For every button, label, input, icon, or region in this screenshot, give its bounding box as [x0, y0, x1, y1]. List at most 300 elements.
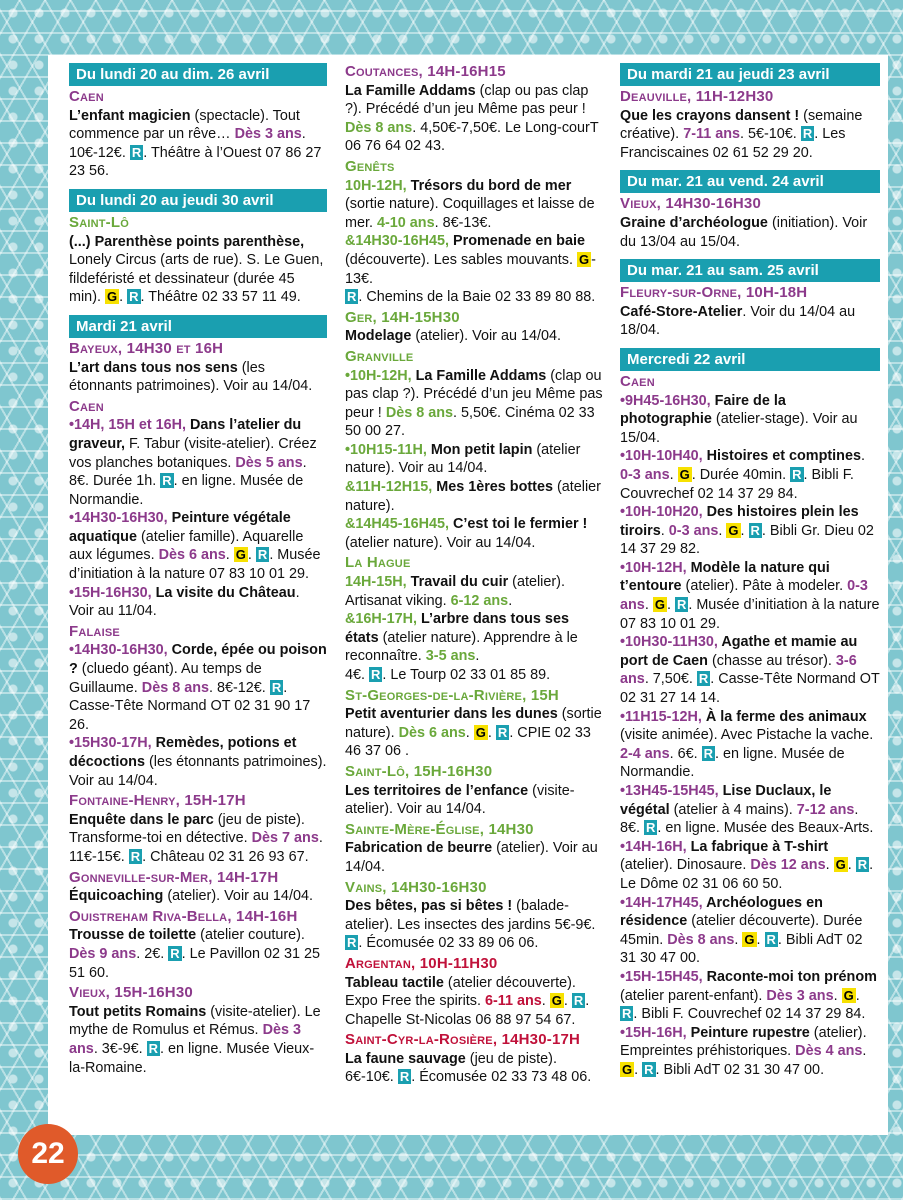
- free-icon: G: [835, 857, 846, 873]
- event-text: . Le Dôme 02 31 06 60 50.: [620, 857, 874, 892]
- event-text: . Écomusée 02 33 89 06 06.: [358, 935, 539, 952]
- date-band: Du mar. 21 au vend. 24 avril: [620, 170, 880, 193]
- event-text: . Casse-Tête Normand OT 02 31 27 14 14.: [620, 671, 880, 707]
- event-text: F. Tabur (visite-atelier). Créez vos planches botaniques.: [69, 435, 317, 471]
- event-title: Les territoires de l’enfance: [345, 782, 529, 799]
- event-title: Des histoires plein les tiroirs: [620, 504, 859, 539]
- event-entry: [620, 503, 880, 559]
- event-entry: [69, 734, 327, 790]
- event-text: (atelier parent-enfant).: [620, 987, 767, 1004]
- location: Genêts: [345, 157, 395, 175]
- event-time: 10H-12H,: [345, 177, 411, 194]
- reservation-icon: R: [271, 679, 282, 695]
- event-text: (atelier nature). Apprendre à le reconnaître.: [345, 629, 578, 665]
- event-entry: [620, 633, 880, 707]
- location: Granville: [345, 347, 414, 365]
- event-text: . Voir du 14/04 au 18/04.: [620, 303, 856, 339]
- event-text: . Le Tourp 02 33 01 85 89.: [382, 667, 551, 683]
- reservation-icon: R: [622, 1006, 632, 1022]
- event-entry: [345, 82, 603, 156]
- event-time: &16H-17H,: [345, 611, 421, 628]
- event-text: (cluedo géant). Au temps de Guillaume.: [69, 661, 262, 696]
- event-text: (atelier à 4 mains).: [669, 801, 797, 818]
- reservation-icon: R: [750, 522, 760, 538]
- reservation-icon: R: [573, 993, 584, 1009]
- age-range: Dès 3 ans: [234, 126, 302, 143]
- event-text: . Bibli AdT 02 31 30 47 00.: [620, 931, 863, 967]
- event-title: Agathe et mamie au port de Caen: [620, 634, 858, 669]
- event-title: Que les crayons dansent !: [620, 107, 800, 124]
- event-text: . 8€-12€.: [209, 679, 270, 696]
- event-title: Équicoaching: [69, 888, 164, 905]
- event-text: (atelier). Voir au 14/04.: [163, 888, 313, 905]
- event-text: . en ligne. Musée de Normandie.: [69, 473, 304, 508]
- reservation-icon: R: [129, 289, 139, 305]
- free-icon: G: [654, 597, 665, 613]
- age-range: 7-12 ans: [796, 801, 855, 818]
- event-text: Lonely Circus (arts de rue). S. Le Guen, fildeféristé et dessinateur (durée 45 min).: [69, 252, 324, 306]
- event-text: . Les Franciscaines 02 61 52 29 20.: [620, 126, 846, 161]
- event-time: •14H30-16H30,: [69, 510, 172, 527]
- event-text: . 5,50€. Cinéma 02 33 50 00 27.: [345, 404, 595, 440]
- event-title: La faune sauvage: [345, 1050, 466, 1067]
- reservation-icon: R: [703, 745, 713, 761]
- event-entry: [69, 641, 327, 734]
- event-title: Des bêtes, pas si bêtes !: [345, 898, 513, 915]
- event-text: (sortie nature). Coquillages et laisse de mer.: [345, 196, 595, 231]
- event-entry: [620, 838, 880, 894]
- age-range: Dès 6 ans: [398, 724, 466, 741]
- event-entry: [345, 177, 603, 233]
- event-text: . 5€-10€.: [740, 126, 801, 143]
- event-text: (jeu de piste). Transforme-toi en détective.: [69, 811, 305, 847]
- event-text: (atelier couture).: [196, 927, 305, 944]
- event-text: (atelier famille). Aquarelle aux légumes.: [69, 528, 304, 564]
- free-icon: G: [843, 987, 854, 1003]
- event-text: (balade-atelier). Les insectes des jardins 5€-9€.: [345, 898, 596, 933]
- event-text: (sortie nature).: [345, 706, 602, 741]
- event-time: •10H15-11H,: [345, 441, 431, 458]
- event-title: Promenade en baie: [453, 233, 585, 250]
- event-title: Modelage: [345, 328, 412, 345]
- reservation-icon: R: [371, 667, 381, 682]
- reservation-icon: R: [130, 848, 141, 864]
- reservation-icon: R: [802, 126, 813, 142]
- age-range: Dès 12 ans: [750, 857, 826, 874]
- event-text: . 8€. Durée 1h.: [69, 454, 307, 490]
- location: Deauville, 11H-12H30: [620, 88, 774, 105]
- event-text: . 8€-13€.: [434, 214, 492, 231]
- reservation-icon: R: [857, 857, 868, 873]
- event-text: (atelier). Artisanat viking.: [345, 574, 565, 609]
- event-entry: [620, 392, 880, 448]
- event-entry: [69, 509, 327, 583]
- event-entry: [69, 584, 327, 621]
- event-title: Corde, épée ou poison ?: [69, 642, 327, 678]
- event-entry: [620, 107, 880, 163]
- free-icon: G: [679, 466, 690, 482]
- event-title: Peinture végétale aquatique: [69, 510, 291, 545]
- reservation-icon: R: [646, 820, 656, 836]
- event-text: (atelier). Dinosaure.: [620, 857, 751, 874]
- event-text: (atelier découverte). Durée 45min.: [620, 913, 863, 948]
- event-text: .: [718, 522, 727, 539]
- event-title: Archéologues en résidence: [620, 894, 823, 930]
- event-text: . 3€-9€.: [93, 1040, 147, 1057]
- event-text: (semaine créative).: [620, 107, 863, 143]
- free-icon: G: [235, 547, 246, 563]
- event-text: (atelier nature). Voir au 14/04.: [345, 441, 581, 477]
- event-title: Mes 1ères bottes: [436, 479, 553, 496]
- event-text: .: [247, 547, 256, 564]
- age-range: 0-3 ans: [668, 522, 719, 539]
- event-entry: [345, 232, 603, 288]
- event-time: •10H-12H,: [345, 367, 416, 384]
- age-range: Dès 8 ans: [667, 931, 735, 948]
- location: Caen: [69, 397, 104, 415]
- event-text: (atelier nature). Voir au 14/04.: [345, 534, 536, 551]
- age-range: Dès 9 ans: [69, 945, 137, 962]
- event-text: . 8€.: [620, 801, 859, 837]
- age-range: Dès 6 ans: [158, 547, 226, 564]
- event-text: (chasse au trésor).: [707, 652, 836, 669]
- event-entry: [69, 416, 327, 509]
- event-text: . Bibli F. Couvrechef 02 14 37 29 84.: [620, 466, 854, 502]
- event-time: •15H-16H30,: [69, 584, 156, 601]
- age-range: Dès 3 ans: [766, 987, 834, 1004]
- age-range: Dès 8 ans: [385, 404, 454, 421]
- event-text: .: [847, 857, 856, 874]
- event-title: La fabrique à T-shirt: [690, 838, 829, 855]
- event-time: •10H30-11H30,: [620, 634, 722, 651]
- event-text: (visite-atelier). Le mythe de Romulus et Rémus.: [69, 1003, 321, 1039]
- free-icon: G: [551, 993, 562, 1009]
- event-text: .: [862, 1043, 867, 1060]
- event-text: -13€.: [345, 251, 596, 287]
- date-band: Du lundi 20 au dim. 26 avril: [69, 63, 327, 86]
- event-entry: [69, 233, 327, 307]
- location: St-Georges-de-la-Rivière, 15H: [345, 686, 559, 704]
- event-time: •15H-16H,: [620, 1024, 691, 1041]
- event-entry: [345, 367, 603, 441]
- event-title: Mon petit lapin: [430, 441, 533, 458]
- event-title: Petit aventurier dans les dunes: [345, 706, 558, 723]
- event-text: (atelier). Voir au 14/04.: [345, 840, 598, 875]
- event-title: C’est toi le fermier !: [453, 516, 588, 533]
- event-title: (...) Parenthèse points parenthèse,: [69, 233, 305, 250]
- event-entry: [69, 1003, 327, 1077]
- location: Vieux, 15H-16H30: [69, 984, 193, 1002]
- event-title: Fabrication de beurre: [345, 840, 493, 857]
- reservation-icon: R: [792, 466, 802, 482]
- event-entry: [345, 441, 603, 478]
- reservation-icon: R: [347, 935, 357, 951]
- location: Bayeux, 14H30 et 16H: [69, 339, 224, 357]
- reservation-icon: R: [698, 671, 709, 687]
- reservation-icon: R: [676, 597, 687, 613]
- date-band: Mercredi 22 avril: [620, 348, 880, 371]
- free-icon: G: [578, 251, 590, 267]
- event-time: •11H15-12H,: [620, 708, 706, 725]
- event-entry: [620, 214, 880, 251]
- event-title: Dans l’atelier du graveur,: [69, 417, 302, 452]
- reservation-icon: R: [347, 289, 357, 305]
- location: Caen: [69, 88, 104, 105]
- age-range: Dès 4 ans: [795, 1043, 863, 1060]
- event-text: .: [660, 522, 669, 539]
- location: Ger, 14H-15H30: [345, 308, 460, 326]
- date-band: Mardi 21 avril: [69, 315, 327, 338]
- event-text: .: [860, 448, 865, 465]
- event-entry: [345, 897, 603, 953]
- event-title: Remèdes, potions et décoctions: [69, 735, 297, 770]
- date-band: Du lundi 20 au jeudi 30 avril: [69, 189, 327, 212]
- event-text: .: [734, 931, 743, 948]
- event-title: Café-Store-Atelier: [620, 303, 743, 320]
- event-title: La visite du Château: [155, 584, 296, 601]
- event-text: .: [855, 987, 860, 1004]
- event-text: . Château 02 31 26 93 67.: [142, 848, 309, 865]
- event-title: Histoires et comptines: [706, 448, 861, 465]
- event-entry: [620, 1024, 880, 1080]
- free-icon: G: [728, 522, 739, 538]
- location: Coutances, 14H-16H15: [345, 63, 506, 80]
- event-text: (atelier nature).: [345, 479, 601, 514]
- age-range: 2-4 ans: [620, 745, 670, 762]
- event-text: (atelier découverte). Expo Free the spirits.: [345, 974, 576, 1010]
- free-icon: G: [622, 1061, 633, 1077]
- event-entry: [620, 968, 880, 1024]
- event-text: (atelier). Empreintes préhistoriques.: [620, 1024, 867, 1060]
- event-text: . Théâtre à l’Ouest 07 86 27 23 56.: [69, 144, 322, 180]
- reservation-icon: R: [644, 1061, 654, 1077]
- event-time: •13H45-15H45,: [620, 783, 723, 799]
- event-text: .: [666, 597, 675, 614]
- reservation-icon: R: [162, 473, 172, 489]
- event-text: . Bibli Gr. Dieu 02 14 37 29 82.: [620, 522, 874, 558]
- age-range: 6-12 ans: [450, 592, 509, 609]
- location: Saint-Lô: [69, 213, 129, 231]
- event-text: (atelier-stage). Voir au 15/04.: [620, 411, 858, 446]
- age-range: 0-3 ans: [620, 578, 868, 614]
- event-text: . Bibli AdT 02 31 30 47 00.: [655, 1061, 825, 1078]
- column-1: [69, 63, 327, 1077]
- event-text: .: [833, 987, 842, 1004]
- event-text: .: [541, 993, 550, 1010]
- age-range: Dès 7 ans: [251, 830, 319, 847]
- event-text: . en ligne. Musée des Beaux-Arts.: [657, 820, 874, 837]
- event-text: .: [634, 1061, 643, 1078]
- event-title: Enquête dans le parc: [69, 811, 214, 828]
- event-text: .: [475, 648, 480, 665]
- reservation-icon: R: [170, 945, 180, 961]
- event-entry: [345, 515, 603, 552]
- age-range: 6-11 ans: [484, 993, 542, 1010]
- reservation-icon: R: [257, 547, 268, 563]
- location: Argentan, 10H-11H30: [345, 954, 498, 972]
- event-title: L’art dans tous nos sens: [69, 359, 238, 376]
- age-range: Dès 3 ans: [69, 1022, 301, 1057]
- event-entry: [69, 811, 327, 867]
- location: Ouistreham Riva-Bella, 14H-16H: [69, 907, 298, 925]
- event-text: . Écomusée 02 33 73 48 06.: [411, 1069, 592, 1086]
- event-title: La Famille Addams: [345, 82, 476, 99]
- event-text: (les étonnants patrimoines). Voir au 14/04.: [69, 359, 313, 395]
- event-text: . 6€.: [669, 745, 702, 762]
- age-range: Dès 8 ans: [141, 679, 209, 696]
- date-band: Du mar. 21 au sam. 25 avril: [620, 259, 880, 282]
- event-text: . Bibli F. Couvrechef 02 14 37 29 84.: [633, 1006, 866, 1023]
- location: Vieux, 14H30-16H30: [620, 195, 762, 213]
- event-text: . Musée d’initiation à la nature 07 83 10 01 29.: [69, 547, 321, 583]
- event-title: Tout petits Romains: [69, 1003, 207, 1020]
- free-icon: G: [744, 931, 755, 947]
- age-range: 4-10 ans: [377, 214, 435, 231]
- event-text: .: [669, 466, 678, 483]
- event-text: .: [465, 724, 474, 741]
- event-text: (visite-atelier). Voir au 14/04.: [345, 782, 575, 818]
- event-title: Trésors du bord de mer: [410, 177, 572, 194]
- event-text: .: [119, 289, 128, 306]
- event-title: Peinture rupestre: [690, 1024, 810, 1041]
- event-title: Graine d’archéologue: [620, 214, 768, 231]
- event-time: &11H-12H15,: [345, 479, 437, 496]
- reservation-icon: R: [766, 931, 776, 947]
- reservation-icon: R: [399, 1069, 410, 1085]
- event-text: .: [563, 993, 572, 1010]
- event-text: . Le Pavillon 02 31 25 51 60.: [69, 945, 321, 981]
- event-entry: [345, 839, 603, 876]
- event-time: •15H30-17H,: [69, 735, 156, 752]
- event-text: (atelier). Voir au 14/04.: [411, 328, 561, 345]
- location: La Hague: [345, 554, 411, 572]
- age-range: Dès 8 ans: [345, 119, 413, 136]
- event-text: . 10€-12€.: [69, 126, 306, 161]
- reservation-icon: R: [497, 724, 508, 740]
- event-title: À la ferme des animaux: [705, 708, 867, 725]
- location: Fontaine-Henry, 15H-17H: [69, 792, 246, 810]
- event-text: .: [740, 522, 749, 539]
- event-time: •14H30-16H30,: [69, 642, 172, 659]
- event-entry: [345, 974, 603, 1030]
- event-entry: [345, 666, 603, 685]
- free-icon: G: [475, 724, 486, 740]
- event-text: . Casse-Tête Normand OT 02 31 90 17 26.: [69, 679, 311, 733]
- event-text: . 7,50€.: [644, 671, 697, 688]
- event-text: .: [487, 724, 496, 741]
- reservation-icon: R: [148, 1040, 159, 1056]
- event-title: L’enfant magicien: [69, 107, 191, 124]
- event-text: (clap ou pas clap ?). Précédé d’un jeu Même pas peur !: [345, 82, 589, 118]
- event-entry: [345, 782, 603, 819]
- page-number: 22: [18, 1124, 78, 1184]
- event-time: •10H-12H,: [620, 559, 691, 576]
- event-time: •15H-15H45,: [620, 968, 707, 985]
- event-text: (jeu de piste). 6€-10€.: [345, 1050, 557, 1086]
- location: Saint-Cyr-la-Rosière, 14H30-17H: [345, 1031, 581, 1049]
- event-time: •10H-10H20,: [620, 504, 707, 521]
- event-entry: [345, 327, 603, 346]
- event-entry: [620, 708, 880, 782]
- event-title: La Famille Addams: [415, 367, 547, 384]
- event-text: .: [644, 597, 653, 614]
- event-text: .: [756, 931, 765, 948]
- event-text: . Voir au 11/04.: [69, 584, 300, 620]
- event-entry: [620, 303, 880, 340]
- event-time: •14H-17H45,: [620, 894, 707, 911]
- event-entry: [345, 288, 603, 307]
- age-range: 3-5 ans: [425, 648, 476, 665]
- event-title: Lise Duclaux, le végétal: [620, 783, 832, 818]
- column-2: [345, 63, 603, 1087]
- reservation-icon: R: [131, 144, 142, 160]
- event-text: (découverte). Les sables mouvants.: [345, 251, 577, 268]
- location: Saint-Lô, 15H-16H30: [345, 762, 493, 780]
- age-range: Dès 5 ans: [235, 454, 303, 471]
- event-entry: [345, 478, 603, 515]
- event-entry: [345, 610, 603, 666]
- event-entry: [69, 887, 327, 906]
- event-text: . Musée d’initiation à la nature 07 83 10 01 29.: [620, 597, 880, 632]
- event-title: Raconte-moi ton prénom: [706, 968, 877, 985]
- event-time: •10H-10H40,: [620, 448, 707, 465]
- event-text: .: [225, 547, 234, 564]
- event-entry: [69, 926, 327, 982]
- event-time: •9H45-16H30,: [620, 392, 715, 409]
- date-band: Du mardi 21 au jeudi 23 avril: [620, 63, 880, 86]
- location: Fleury-sur-Orne, 10H-18H: [620, 284, 808, 302]
- event-text: . Chemins de la Baie 02 33 89 80 88.: [358, 289, 596, 306]
- event-text: . Durée 40min.: [691, 466, 791, 483]
- event-text: . 4,50€-7,50€. Le Long-courT 06 76 64 02 43.: [345, 119, 599, 155]
- event-text: (visite animée). Avec Pistache la vache.: [620, 727, 874, 744]
- event-text: (clap ou pas clap ?). Précédé d’un jeu Même pas peur !: [345, 367, 603, 421]
- event-text: . Chapelle St-Nicolas 06 88 97 54 67.: [345, 993, 590, 1028]
- event-time: &14H30-16H45,: [345, 233, 453, 250]
- age-range: 3-6 ans: [620, 652, 857, 688]
- event-title: L’arbre dans tous ses états: [345, 611, 569, 646]
- event-time: &14H45-16H45,: [345, 516, 453, 533]
- event-time: 14H-15H,: [345, 574, 411, 591]
- location: Sainte-Mère-Église, 14H30: [345, 820, 534, 838]
- location: Falaise: [69, 622, 120, 640]
- event-text: 4€.: [345, 667, 370, 683]
- event-text: . Théâtre 02 33 57 11 49.: [140, 289, 301, 306]
- event-title: Travail du cuir: [410, 574, 509, 591]
- event-entry: [345, 573, 603, 610]
- event-entry: [620, 447, 880, 503]
- event-text: .: [825, 857, 834, 874]
- location: Gonneville-sur-Mer, 14H-17H: [69, 868, 279, 886]
- event-entry: [620, 782, 880, 838]
- event-title: Trousse de toilette: [69, 927, 197, 944]
- age-range: 7-11 ans: [683, 126, 740, 143]
- event-text: . 11€-15€.: [69, 830, 323, 865]
- event-title: Tableau tactile: [345, 974, 444, 991]
- event-text: (les étonnants patrimoines). Voir au 14/04.: [69, 754, 327, 789]
- free-icon: G: [106, 289, 118, 305]
- event-time: •14H-16H,: [620, 838, 691, 855]
- location: Caen: [620, 372, 655, 390]
- event-text: .: [508, 592, 513, 609]
- event-entry: [345, 1050, 603, 1087]
- event-entry: [345, 705, 603, 761]
- age-range: 0-3 ans: [620, 466, 670, 483]
- event-text: . 2€.: [136, 945, 169, 962]
- event-entry: [69, 107, 327, 181]
- location: Vains, 14H30-16H30: [345, 878, 487, 896]
- event-text: (initiation). Voir du 13/04 au 15/04.: [620, 214, 868, 250]
